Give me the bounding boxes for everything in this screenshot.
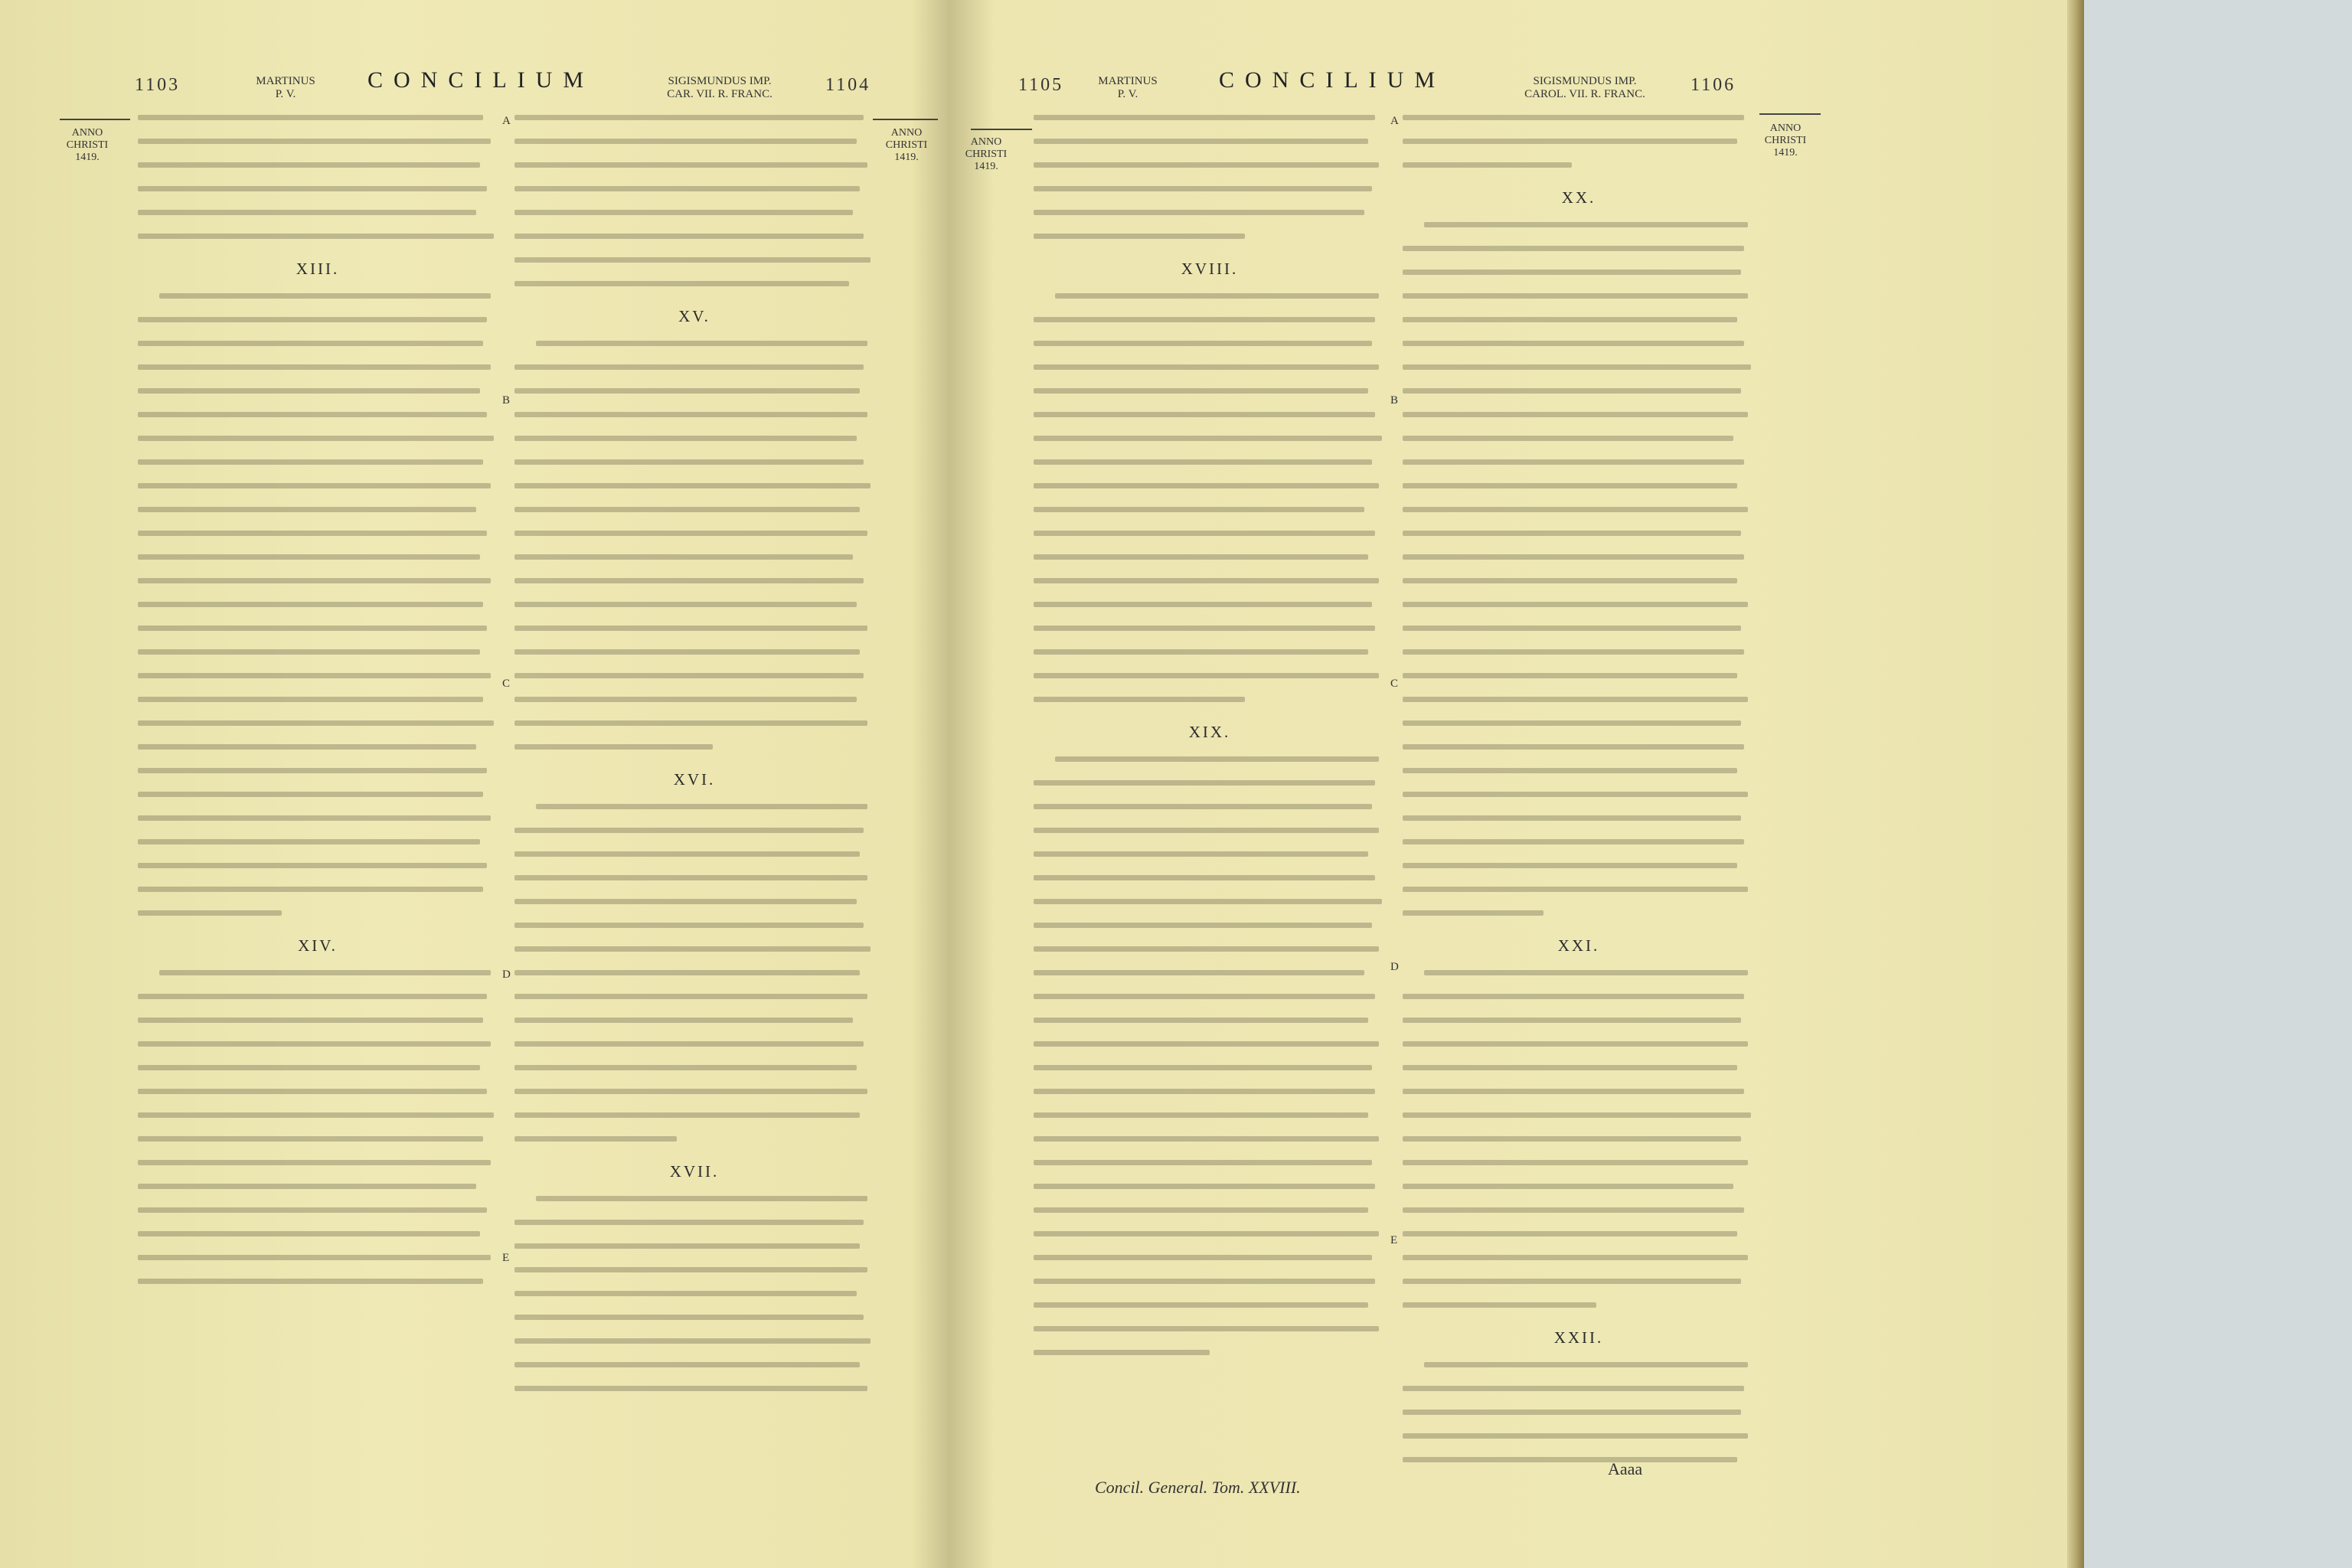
page-number: 1105	[1018, 75, 1064, 95]
backdrop	[2084, 0, 2352, 1568]
year-note	[882, 127, 931, 164]
text-column	[138, 115, 498, 1516]
year-note	[965, 136, 1008, 173]
year-note-line: 1419.	[75, 152, 100, 163]
page-title: CONCILIUM	[368, 67, 594, 93]
page-edge	[2067, 0, 2084, 1568]
head-line: CAROL. VII. R. FRANC.	[1524, 88, 1645, 100]
section-heading: XVI.	[673, 770, 716, 789]
year-note-line: ANNO	[890, 127, 923, 139]
head-line: MARTINUS	[1098, 75, 1158, 87]
margin-letter: A	[1390, 115, 1399, 127]
running-head-left	[1086, 75, 1170, 101]
year-note-line: CHRISTI	[1764, 135, 1807, 146]
page-title: CONCILIUM	[1219, 67, 1446, 93]
section-heading: XXI.	[1557, 936, 1600, 955]
page-number: 1104	[825, 75, 871, 95]
margin-letter: B	[502, 394, 511, 407]
margin-letter: C	[502, 678, 511, 690]
head-line: P. V.	[275, 88, 296, 100]
right-page	[949, 0, 2067, 1568]
margin-letter: A	[502, 115, 511, 127]
section-heading: XVIII.	[1181, 260, 1239, 278]
text-column	[1034, 115, 1386, 1478]
section-heading: XXII.	[1553, 1328, 1604, 1347]
margin-rule	[1759, 113, 1821, 115]
margin-letter: D	[502, 969, 511, 981]
year-note-line: ANNO	[1769, 122, 1802, 134]
year-note-line: CHRISTI	[965, 149, 1008, 160]
year-note-line: ANNO	[970, 136, 1002, 148]
text-column	[1403, 115, 1755, 1478]
section-heading: XX.	[1561, 188, 1596, 207]
year-note	[64, 127, 110, 164]
head-line: SIGISMUNDUS IMP.	[668, 75, 772, 87]
year-note	[1762, 122, 1808, 159]
margin-letter: B	[1390, 394, 1399, 407]
margin-letter: E	[502, 1252, 510, 1264]
year-note-line: CHRISTI	[885, 139, 928, 151]
body-text	[1403, 115, 1755, 1478]
year-note-line: 1419.	[1773, 147, 1798, 158]
section-heading: XVII.	[669, 1162, 720, 1181]
margin-letter: C	[1390, 678, 1399, 690]
margin-letter: E	[1390, 1234, 1398, 1246]
page-footer: Concil. General. Tom. XXVIII.	[1095, 1478, 1301, 1497]
running-head-left	[243, 75, 328, 101]
head-line: SIGISMUNDUS IMP.	[1533, 75, 1637, 87]
running-head-right	[1501, 75, 1669, 101]
head-line: P. V.	[1117, 88, 1138, 100]
year-note-line: 1419.	[894, 152, 919, 163]
margin-letter: D	[1390, 961, 1399, 973]
section-heading: XV.	[678, 307, 710, 325]
year-note-line: 1419.	[974, 161, 998, 172]
section-heading: XIII.	[296, 260, 340, 278]
margin-rule	[873, 119, 938, 120]
head-line: CAR. VII. R. FRANC.	[667, 88, 773, 100]
body-text	[1034, 115, 1386, 1478]
body-text	[514, 115, 874, 1516]
page-number: 1103	[135, 75, 181, 95]
year-note-line: CHRISTI	[66, 139, 109, 151]
left-page	[0, 0, 949, 1568]
section-heading: XIX.	[1188, 723, 1231, 741]
text-column	[514, 115, 874, 1516]
running-head-right	[643, 75, 796, 101]
signature-mark: Aaaa	[1608, 1459, 1643, 1478]
margin-rule	[971, 129, 1032, 130]
section-heading: XIV.	[298, 936, 338, 955]
body-text	[138, 115, 498, 1516]
page-number: 1106	[1690, 75, 1736, 95]
year-note-line: ANNO	[71, 127, 103, 139]
head-line: MARTINUS	[256, 75, 315, 87]
margin-rule	[60, 119, 130, 120]
